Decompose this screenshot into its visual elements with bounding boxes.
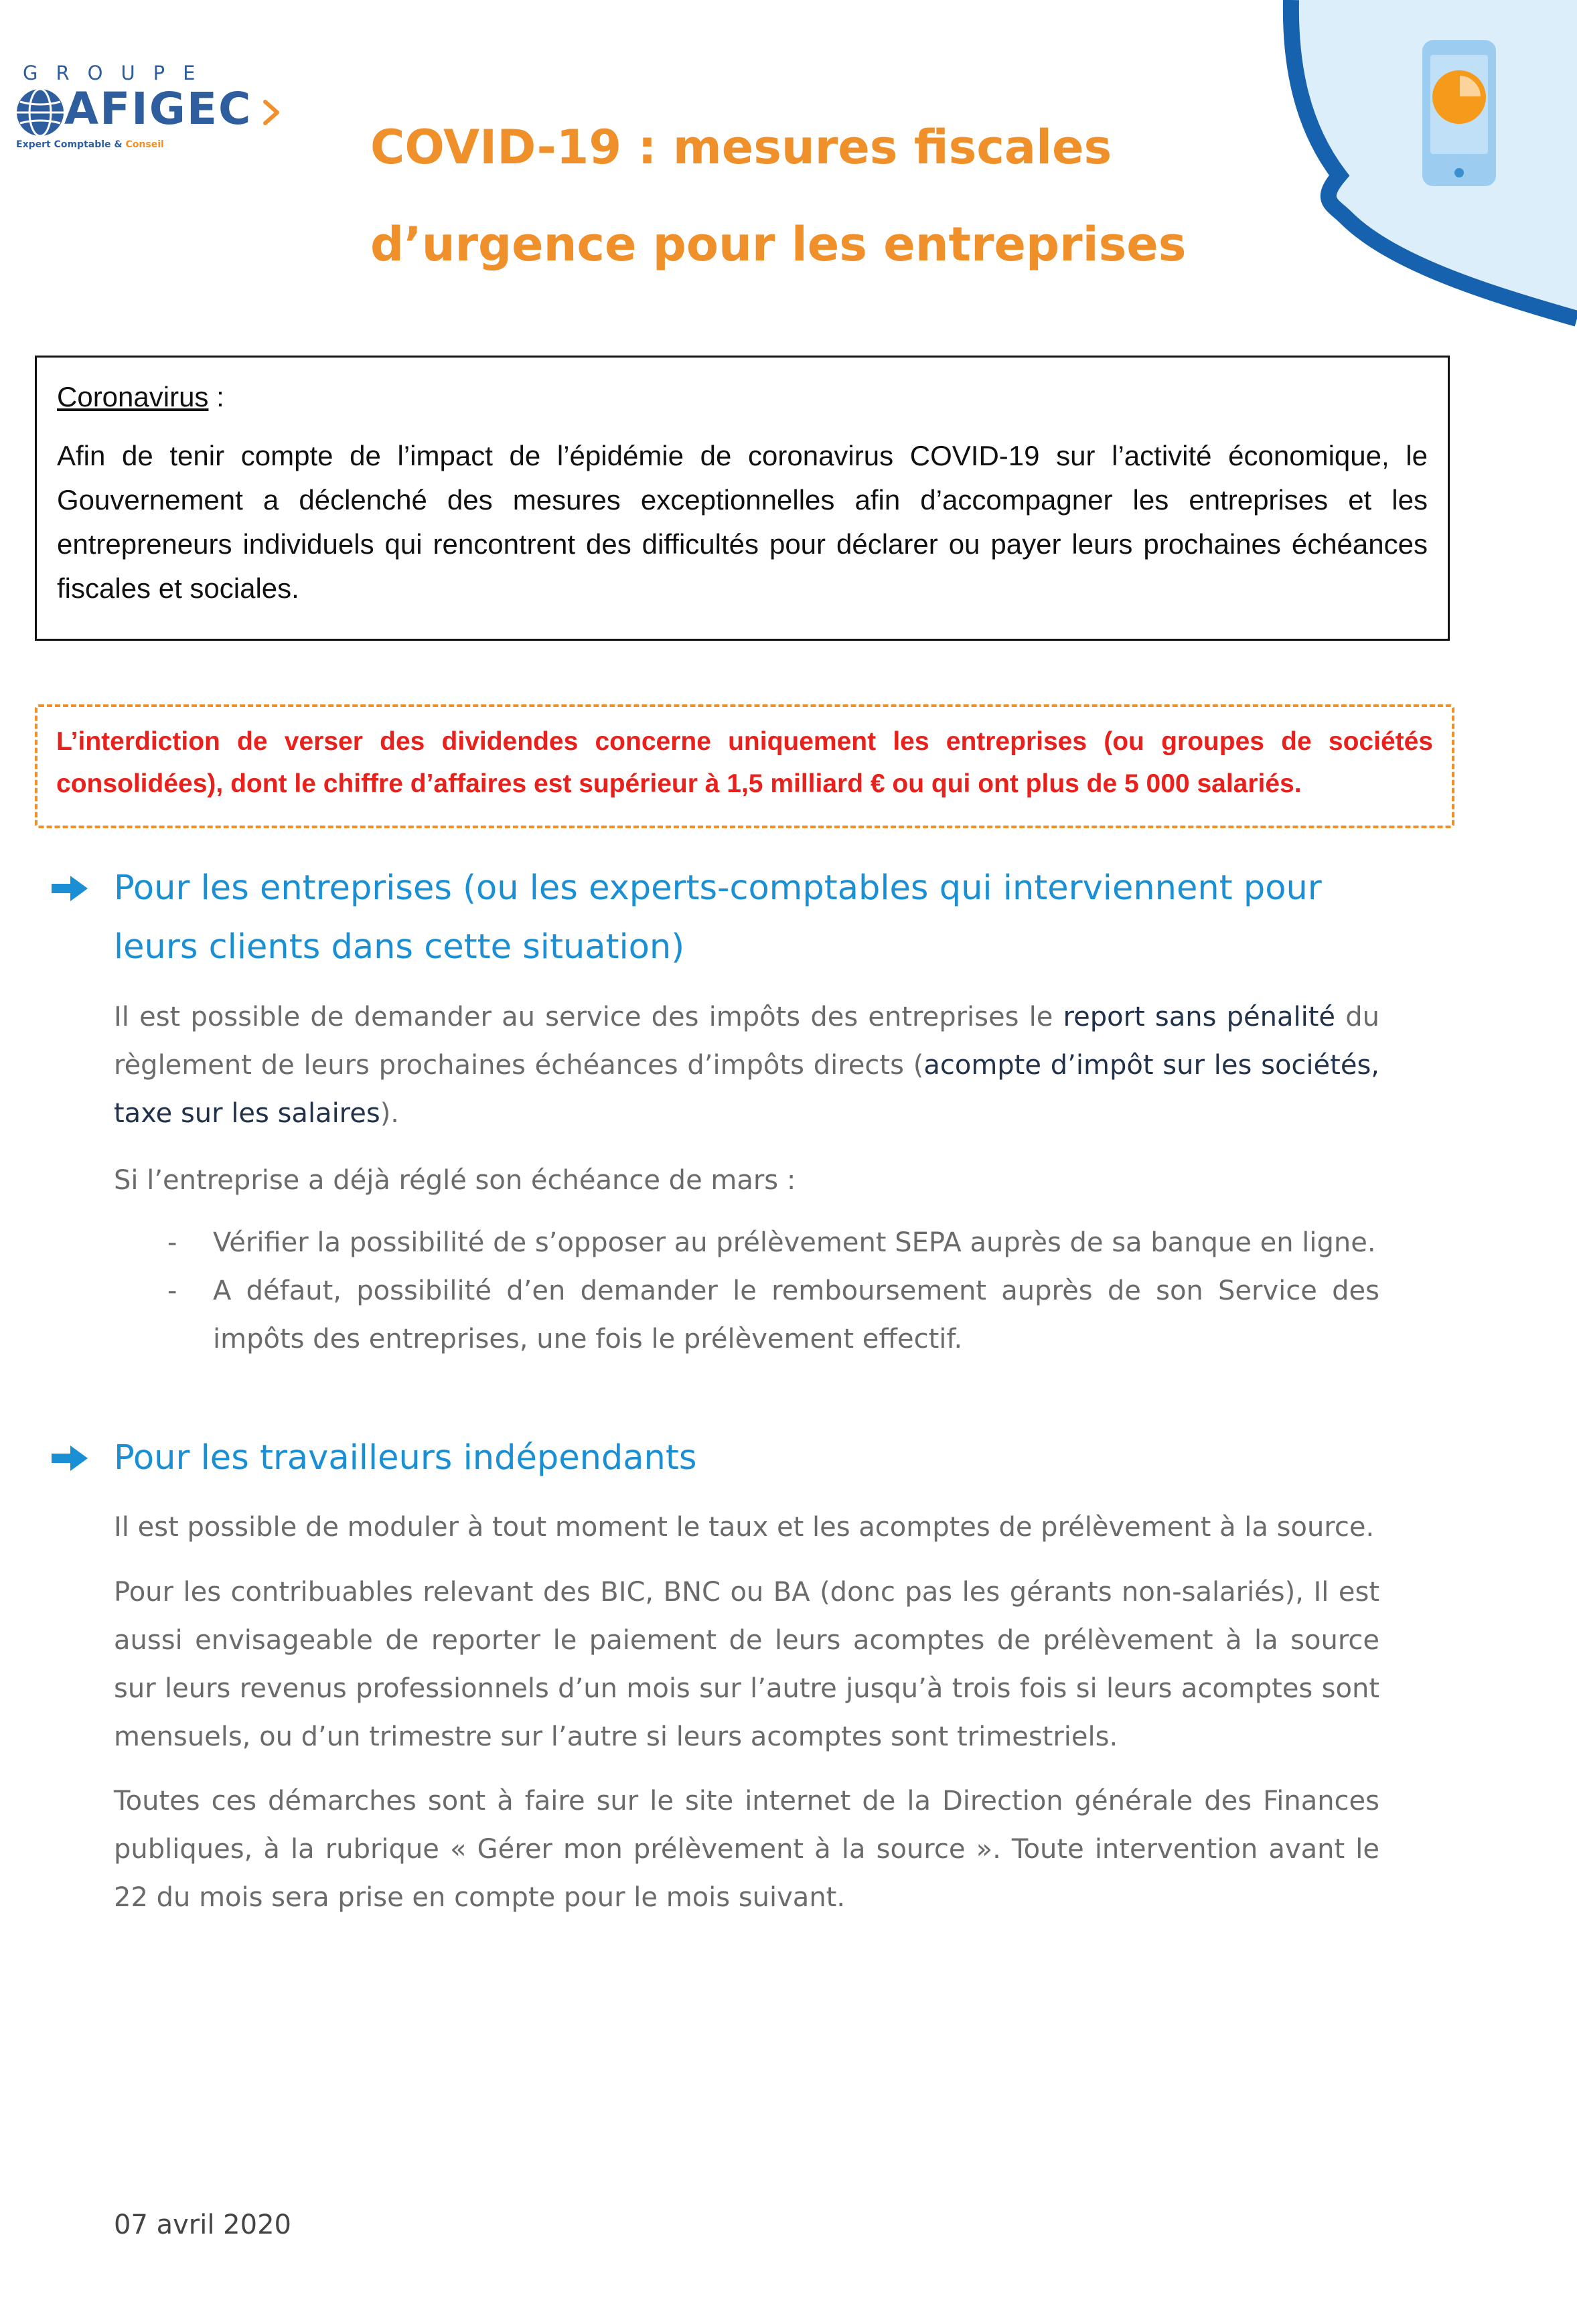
section-1-paragraph-2: Si l’entreprise a déjà réglé son échéance de mars : — [114, 1165, 796, 1196]
page-title — [370, 99, 1186, 293]
section-2-paragraph-2: Pour les contribuables relevant des BIC, BNC ou BA (donc pas les gérants non-salariés), Il est aussi envisageable de reporter le paiement de leurs acomptes de prélèvement à la source sur leurs revenus professionnels d’un mois sur l’autre jusqu’à trois fois si leurs acomptes sont mensuels, ou d’un trimestre sur l’autre si leurs acomptes sont trimestriels. — [114, 1577, 1379, 1752]
highlight-report-sans-penalite: report sans pénalité — [1063, 1002, 1336, 1032]
section-heading-entreprises: Pour les entreprises (ou les experts-comptables qui interviennent pour leurs clients dans cette situation) — [114, 868, 1322, 967]
text-run: ). — [380, 1098, 400, 1129]
section-2-paragraph-3: Toutes ces démarches sont à faire sur le site internet de la Direction générale des Finances publiques, à la rubrique « Gérer mon prélèvement à la source ». Toute intervention avant le 22 du mois sera prise en compte pour le mois suivant. — [114, 1786, 1379, 1913]
coronavirus-heading — [57, 375, 1428, 419]
coronavirus-heading-label: Coronavirus — [57, 381, 209, 412]
section-1-list — [167, 1219, 1379, 1363]
globe-icon — [15, 87, 66, 138]
section-2-paragraph-1: Il est possible de moduler à tout moment le taux et les acomptes de prélèvement à la source. — [114, 1512, 1375, 1543]
list-item: - A défaut, possibilité d’en demander le remboursement auprès de son Service des impôts des entreprises, une fois le prélèvement effectif. — [167, 1267, 1379, 1363]
list-item: - Vérifier la possibilité de s’opposer au prélèvement SEPA auprès de sa banque en ligne. — [167, 1219, 1379, 1267]
text-run: du règlement de leurs prochaines échéances d’impôts directs ( — [114, 1002, 1379, 1081]
page-title-line-1: COVID-19 : mesures fiscales — [370, 120, 1112, 175]
document-date: 07 avril 2020 — [114, 2210, 291, 2240]
corner-decoration — [1266, 0, 1577, 335]
text-run: Il est possible de demander au service des impôts des entreprises le — [114, 1002, 1063, 1032]
coronavirus-text: Afin de tenir compte de l’impact de l’épidémie de coronavirus COVID-19 sur l’activité économique, le Gouvernement a déclenché des mesures exceptionnelles afin d’accompagner les entreprises et les entrepreneurs individuels qui rencontrent des difficultés pour déclarer ou payer leurs prochaines échéances fiscales et sociales. — [57, 440, 1428, 604]
logo-tagline — [16, 139, 164, 150]
page-title-line-2: d’urgence pour les entreprises — [370, 217, 1187, 272]
logo-groupe-text: GROUPE — [23, 62, 214, 84]
dividend-alert-text: L’interdiction de verser des dividendes concerne uniquement les entreprises (ou groupes de sociétés consolidées), dont le chiffre d’affaires est supérieur à 1,5 milliard € ou qui ont plus de 5 000 salariés. — [56, 727, 1433, 798]
logo-tagline-main: Expert Comptable & — [16, 139, 123, 150]
arrow-right-icon — [50, 874, 90, 903]
arrow-right-icon — [50, 1444, 90, 1473]
dividend-alert-box — [35, 704, 1454, 828]
section-1-paragraph-1 — [114, 993, 1379, 1138]
coronavirus-heading-colon: : — [208, 381, 224, 412]
coronavirus-info-box — [35, 356, 1450, 641]
pie-chart-icon — [1432, 70, 1486, 124]
company-logo — [13, 62, 281, 162]
chevron-right-icon — [262, 99, 280, 126]
logo-tagline-accent: Conseil — [125, 139, 164, 150]
section-heading-independants: Pour les travailleurs indépendants — [114, 1438, 697, 1478]
logo-name: AFIGEC — [64, 83, 252, 135]
highlight-acompte-impot: acompte d’impôt sur les sociétés, taxe sur les salaires — [114, 1050, 1379, 1129]
